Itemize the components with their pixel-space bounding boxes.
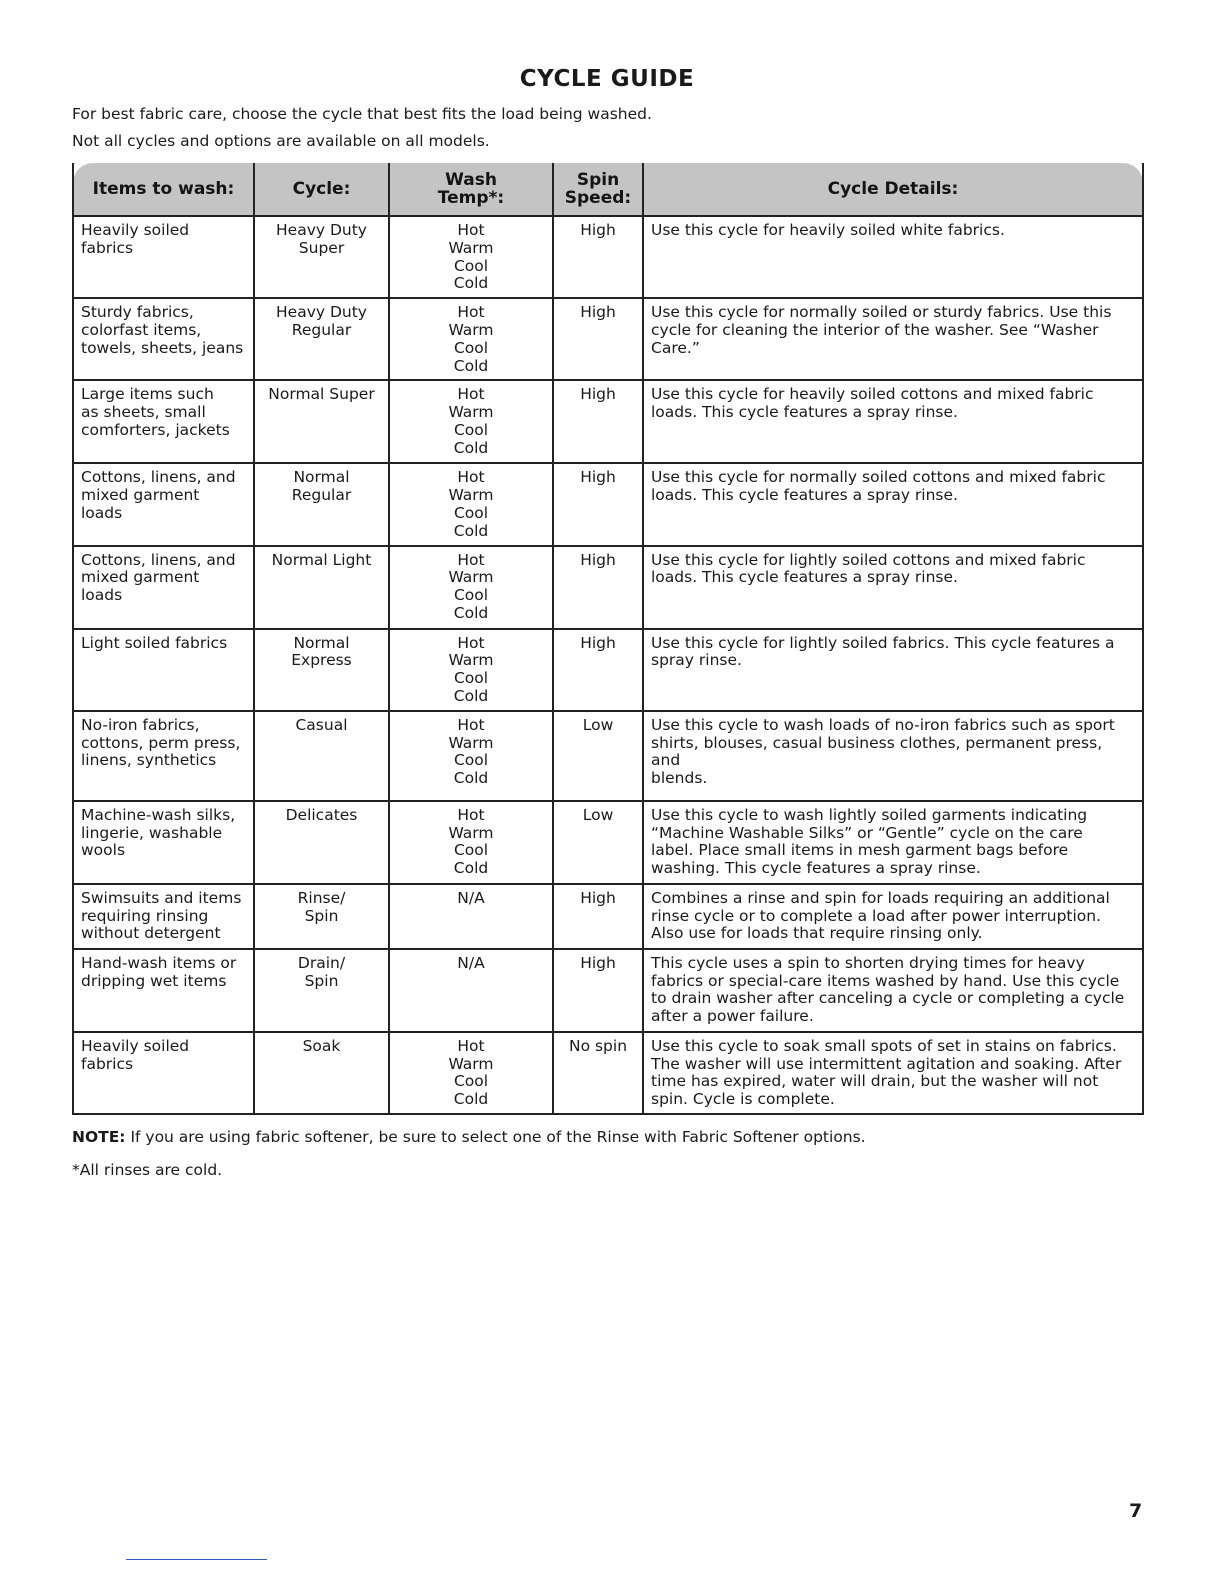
- cell-cycle: [254, 463, 389, 545]
- bottom-rule: [126, 1559, 267, 1560]
- cell-wash-temp: [389, 546, 553, 629]
- rinse-footnote: *All rinses are cold.: [72, 1161, 223, 1179]
- cell-wash-temp-line: Cool: [453, 256, 489, 275]
- cell-spin-speed: High: [553, 463, 643, 545]
- cell-wash-temp: [389, 1032, 553, 1114]
- cell-spin-speed: High: [553, 884, 643, 949]
- cell-cycle-line: Spin: [304, 971, 339, 990]
- cell-cycle-details-line: after a power failure.: [651, 1007, 814, 1026]
- cell-cycle-details-line: Use this cycle for heavily soiled cottons and mixed fabric: [651, 385, 1094, 404]
- cell-cycle-details: [643, 1032, 1143, 1114]
- cell-items-to-wash: [73, 463, 254, 545]
- cell-cycle-line: Regular: [291, 320, 352, 339]
- cell-cycle-details-line: to drain washer after canceling a cycle or completing a cycle: [651, 989, 1125, 1008]
- cell-cycle-details-line: blends.: [651, 769, 708, 788]
- cell-spin-speed: High: [553, 380, 643, 463]
- cell-cycle-line: Normal Super: [268, 385, 375, 404]
- cell-items-to-wash-line: fabrics: [81, 238, 134, 257]
- cell-items-to-wash-line: colorfast items,: [81, 320, 202, 339]
- cell-wash-temp-line: Cool: [453, 420, 489, 439]
- cell-items-to-wash-line: cottons, perm press,: [81, 733, 241, 752]
- table-row: [73, 1032, 1143, 1114]
- cell-cycle-line: Heavy Duty: [276, 221, 367, 239]
- cell-wash-temp-line: Cold: [453, 769, 489, 788]
- cell-wash-temp-line: Cold: [453, 603, 489, 622]
- cell-wash-temp-line: Warm: [448, 733, 494, 752]
- cell-wash-temp-line: Hot: [457, 805, 485, 824]
- table-row: [73, 546, 1143, 629]
- cell-items-to-wash-line: Heavily soiled: [81, 1036, 190, 1055]
- cell-items-to-wash-line: Swimsuits and items: [81, 888, 242, 907]
- table-row: [73, 711, 1143, 801]
- cell-items-to-wash-line: comforters, jackets: [81, 420, 230, 439]
- header-wash-temp: Wash Temp*:: [389, 163, 553, 216]
- cell-items-to-wash-line: Hand-wash items or: [81, 953, 237, 972]
- cell-items-to-wash-line: mixed garment: [81, 568, 200, 587]
- cell-cycle: [254, 216, 389, 298]
- cell-wash-temp-line: Hot: [457, 221, 485, 239]
- cell-wash-temp-line: Warm: [448, 403, 494, 422]
- cell-cycle-details-line: Use this cycle for normally soiled or sturdy fabrics. Use this: [651, 303, 1112, 322]
- cell-cycle: [254, 801, 389, 884]
- cell-wash-temp-line: Cool: [453, 841, 489, 860]
- cell-cycle-details-line: “Machine Washable Silks” or “Gentle” cycle on the care: [651, 823, 1083, 842]
- cell-items-to-wash-line: Machine-wash silks,: [81, 805, 236, 824]
- cell-items-to-wash-line: loads: [81, 503, 123, 522]
- cell-cycle-details-line: Combines a rinse and spin for loads requiring an additional: [651, 888, 1110, 907]
- cell-cycle-details-line: loads. This cycle features a spray rinse.: [651, 568, 958, 587]
- cell-cycle-details: [643, 463, 1143, 545]
- cell-items-to-wash-line: as sheets, small: [81, 403, 206, 422]
- cell-cycle-line: Normal: [293, 468, 350, 487]
- cell-cycle-details-line: Use this cycle for lightly soiled fabrics. This cycle features a: [651, 633, 1115, 652]
- cell-wash-temp-line: Cold: [453, 438, 489, 457]
- cell-wash-temp-line: Cold: [453, 1090, 489, 1109]
- intro-text-line-1: For best fabric care, choose the cycle that best fits the load being washed.: [72, 105, 652, 123]
- cell-items-to-wash-line: requiring rinsing: [81, 906, 209, 925]
- cell-cycle-details: [643, 546, 1143, 629]
- cell-cycle-line: Normal: [293, 633, 350, 652]
- cell-items-to-wash: [73, 546, 254, 629]
- cell-cycle-details-line: loads. This cycle features a spray rinse.: [651, 486, 958, 505]
- cell-wash-temp-line: Cool: [453, 503, 489, 522]
- cell-cycle-details: [643, 298, 1143, 380]
- cell-wash-temp-line: Cold: [453, 859, 489, 878]
- cell-wash-temp-line: Warm: [448, 568, 494, 587]
- cell-cycle-details: [643, 216, 1143, 298]
- cell-cycle: [254, 298, 389, 380]
- cell-cycle-details-line: label. Place small items in mesh garment bags before: [651, 841, 1069, 860]
- cell-items-to-wash-line: Sturdy fabrics,: [81, 303, 194, 322]
- cell-wash-temp: [389, 949, 553, 1032]
- page-title: CYCLE GUIDE: [519, 66, 695, 92]
- table-body: [73, 216, 1143, 1114]
- cell-cycle: [254, 949, 389, 1032]
- table-row: [73, 298, 1143, 380]
- header-spin-speed: Spin Speed:: [553, 163, 643, 216]
- cell-items-to-wash-line: without detergent: [81, 924, 221, 943]
- cell-wash-temp-line: Cool: [453, 338, 489, 357]
- cell-cycle-details: [643, 801, 1143, 884]
- cell-cycle: [254, 1032, 389, 1114]
- cell-wash-temp-line: Hot: [457, 715, 485, 734]
- cell-items-to-wash: [73, 801, 254, 884]
- cell-cycle-details: [643, 884, 1143, 949]
- cell-cycle-details: [643, 380, 1143, 463]
- table-row: [73, 884, 1143, 949]
- header-cycle: Cycle:: [254, 163, 389, 216]
- cell-cycle-details-line: time has expired, water will drain, but the washer will not: [651, 1072, 1099, 1091]
- cell-cycle-details-line: washing. This cycle features a spray rinse.: [651, 859, 981, 878]
- cell-spin-speed: Low: [553, 801, 643, 884]
- cell-wash-temp-line: Warm: [448, 238, 494, 257]
- cell-cycle-details-line: Use this cycle to soak small spots of set in stains on fabrics.: [651, 1036, 1117, 1055]
- cell-items-to-wash-line: Heavily soiled: [81, 221, 190, 239]
- cell-wash-temp-line: Hot: [457, 633, 485, 652]
- cell-cycle-details: [643, 711, 1143, 801]
- cell-wash-temp-line: Cool: [453, 1072, 489, 1091]
- cell-items-to-wash: [73, 884, 254, 949]
- note-label: NOTE:: [72, 1128, 126, 1146]
- fabric-softener-note: [72, 1128, 866, 1146]
- cell-wash-temp-line: Warm: [448, 320, 494, 339]
- cell-wash-temp-line: N/A: [457, 953, 485, 972]
- cell-cycle: [254, 884, 389, 949]
- cell-items-to-wash-line: loads: [81, 586, 123, 605]
- cell-cycle-details-line: Also use for loads that require rinsing only.: [651, 924, 983, 943]
- cell-cycle: [254, 711, 389, 801]
- cell-wash-temp: [389, 216, 553, 298]
- cell-items-to-wash: [73, 711, 254, 801]
- cell-cycle-details-line: Care.”: [651, 338, 700, 357]
- cell-cycle-line: Soak: [302, 1036, 341, 1055]
- cell-wash-temp-line: Cold: [453, 686, 489, 705]
- cell-items-to-wash-line: linens, synthetics: [81, 751, 217, 770]
- table-row: [73, 629, 1143, 711]
- cell-spin-speed: High: [553, 298, 643, 380]
- cell-spin-speed: High: [553, 216, 643, 298]
- cell-items-to-wash-line: towels, sheets, jeans: [81, 338, 244, 357]
- cell-spin-speed: High: [553, 546, 643, 629]
- cell-wash-temp-line: Warm: [448, 1054, 494, 1073]
- cell-wash-temp-line: Warm: [448, 651, 494, 670]
- intro-text-line-2: Not all cycles and options are available on all models.: [72, 132, 490, 150]
- cell-cycle-line: Spin: [304, 906, 339, 925]
- header-cycle-details: Cycle Details:: [643, 163, 1143, 216]
- cell-wash-temp: [389, 884, 553, 949]
- cell-items-to-wash: [73, 629, 254, 711]
- cell-cycle-details-line: This cycle uses a spin to shorten drying times for heavy: [651, 953, 1085, 972]
- cell-wash-temp-line: Hot: [457, 385, 485, 404]
- cell-cycle-details-line: loads. This cycle features a spray rinse.: [651, 403, 958, 422]
- cell-cycle-details-line: cycle for cleaning the interior of the washer. See “Washer: [651, 320, 1099, 339]
- cell-cycle-line: Delicates: [285, 805, 358, 824]
- cell-spin-speed: High: [553, 949, 643, 1032]
- cell-cycle-details-line: spin. Cycle is complete.: [651, 1090, 835, 1109]
- table-row: [73, 801, 1143, 884]
- cell-spin-speed: Low: [553, 711, 643, 801]
- cell-items-to-wash-line: mixed garment: [81, 486, 200, 505]
- cell-items-to-wash-line: wools: [81, 841, 126, 860]
- cell-cycle-line: Drain/: [297, 953, 346, 972]
- cell-wash-temp: [389, 380, 553, 463]
- cell-cycle-line: Rinse/: [297, 888, 346, 907]
- cell-cycle-details-line: The washer will use intermittent agitation and soaking. After: [651, 1054, 1122, 1073]
- table-header-row: [73, 163, 1143, 216]
- cell-wash-temp: [389, 463, 553, 545]
- cell-wash-temp-line: Cool: [453, 586, 489, 605]
- page-number: 7: [1129, 1500, 1143, 1522]
- cell-cycle-line: Normal Light: [271, 550, 372, 569]
- cell-cycle-line: Regular: [291, 486, 352, 505]
- cell-items-to-wash-line: Cottons, linens, and: [81, 550, 236, 569]
- cell-items-to-wash-line: fabrics: [81, 1054, 134, 1073]
- cell-wash-temp-line: Cold: [453, 274, 489, 293]
- cell-items-to-wash-line: No-iron fabrics,: [81, 715, 200, 734]
- cell-cycle: [254, 380, 389, 463]
- cell-items-to-wash-line: Cottons, linens, and: [81, 468, 236, 487]
- cell-cycle-line: Heavy Duty: [276, 303, 367, 322]
- cell-wash-temp-line: Cool: [453, 669, 489, 688]
- header-items-to-wash: Items to wash:: [73, 163, 254, 216]
- cell-cycle: [254, 629, 389, 711]
- cell-wash-temp-line: Cold: [453, 521, 489, 540]
- cell-items-to-wash-line: dripping wet items: [81, 971, 227, 990]
- cell-wash-temp: [389, 298, 553, 380]
- cell-items-to-wash: [73, 380, 254, 463]
- cell-cycle-details: [643, 629, 1143, 711]
- cell-wash-temp: [389, 801, 553, 884]
- cell-cycle-line: Casual: [295, 715, 348, 734]
- cell-items-to-wash: [73, 298, 254, 380]
- cell-cycle-details-line: Use this cycle for lightly soiled cottons and mixed fabric: [651, 550, 1086, 569]
- cell-items-to-wash-line: Large items such: [81, 385, 214, 404]
- cell-cycle-details-line: rinse cycle or to complete a load after power interruption.: [651, 906, 1102, 925]
- cell-cycle-details-line: Use this cycle to wash loads of no-iron fabrics such as sport: [651, 715, 1115, 734]
- cell-wash-temp-line: Warm: [448, 823, 494, 842]
- table-row: [73, 463, 1143, 545]
- cell-cycle-details-line: fabrics or special-care items washed by hand. Use this cycle: [651, 971, 1120, 990]
- cell-items-to-wash-line: Light soiled fabrics: [81, 633, 228, 652]
- cell-wash-temp-line: Hot: [457, 303, 485, 322]
- cell-items-to-wash: [73, 1032, 254, 1114]
- table-row: [73, 216, 1143, 298]
- cell-cycle-details-line: Use this cycle to wash lightly soiled garments indicating: [651, 805, 1088, 824]
- table-row: [73, 949, 1143, 1032]
- cell-wash-temp-line: Hot: [457, 468, 485, 487]
- cell-wash-temp: [389, 711, 553, 801]
- cell-cycle-details-line: spray rinse.: [651, 651, 742, 670]
- cell-spin-speed: High: [553, 629, 643, 711]
- cell-items-to-wash-line: lingerie, washable: [81, 823, 223, 842]
- cell-cycle: [254, 546, 389, 629]
- note-text: If you are using fabric softener, be sure to select one of the Rinse with Fabric Softener options.: [125, 1128, 866, 1146]
- cell-cycle-details: [643, 949, 1143, 1032]
- cell-wash-temp-line: Cold: [453, 356, 489, 375]
- cell-wash-temp: [389, 629, 553, 711]
- cell-items-to-wash: [73, 949, 254, 1032]
- cell-wash-temp-line: N/A: [457, 888, 485, 907]
- cell-cycle-details-line: shirts, blouses, casual business clothes, permanent press, and: [651, 733, 1103, 770]
- cell-cycle-line: Super: [298, 238, 345, 257]
- cell-wash-temp-line: Warm: [448, 486, 494, 505]
- cycle-guide-table: [72, 163, 1144, 1115]
- cell-wash-temp-line: Hot: [457, 550, 485, 569]
- cell-wash-temp-line: Cool: [453, 751, 489, 770]
- cell-wash-temp-line: Hot: [457, 1036, 485, 1055]
- table-row: [73, 380, 1143, 463]
- cell-cycle-line: Express: [291, 651, 352, 670]
- cell-spin-speed: No spin: [553, 1032, 643, 1114]
- cell-cycle-details-line: Use this cycle for heavily soiled white fabrics.: [651, 221, 1005, 239]
- cell-items-to-wash: [73, 216, 254, 298]
- cell-cycle-details-line: Use this cycle for normally soiled cottons and mixed fabric: [651, 468, 1106, 487]
